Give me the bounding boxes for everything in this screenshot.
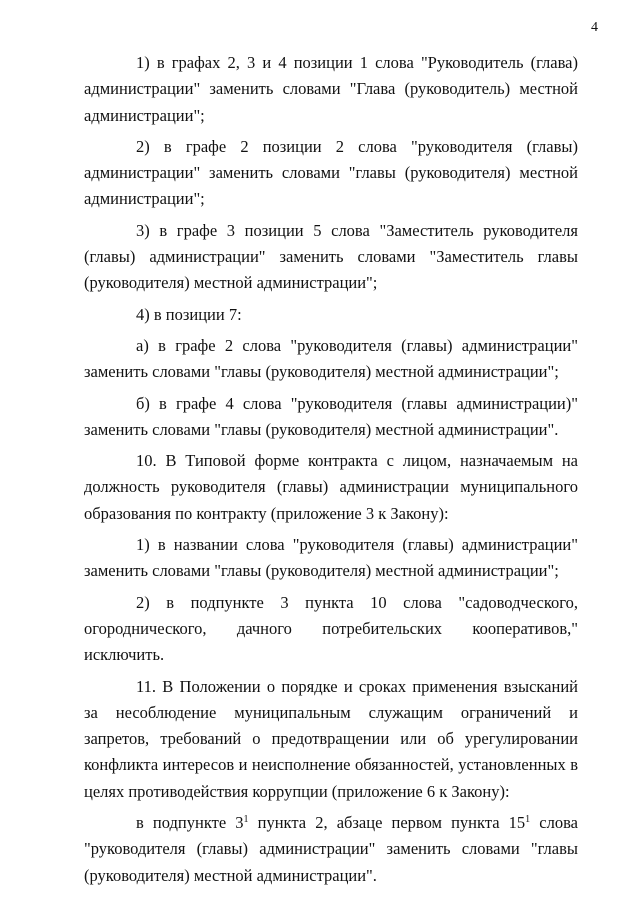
text-segment: слова "руководителя (главы) администрации" заменить словами "главы (руководителя) местной администрации". <box>84 813 578 885</box>
paragraph: 2) в графе 2 позиции 2 слова "руководителя (главы) администрации" заменить словами "главы (руководителя) местной администрации"; <box>84 136 578 209</box>
document-body <box>84 50 578 894</box>
paragraph: 1) в названии слова "руководителя (главы) администрации" заменить словами "главы (руководителя) местной администрации"; <box>84 535 578 581</box>
superscript: 1 <box>243 814 249 826</box>
paragraph: 1) в графах 2, 3 и 4 позиции 1 слова "Руководитель (глава) администрации" заменить словами "Глава (руководитель) местной администрации"; <box>84 53 578 125</box>
text-segment: пункта 2, абзаце первом пункта 15 <box>248 813 526 833</box>
paragraph: 10. В Типовой форме контракта с лицом, назначаемым на должность руководителя (главы) администрации муниципального образования по контракту (приложение 3 к Закону): <box>84 451 578 523</box>
text-segment: в подпункте 3 <box>136 813 244 833</box>
paragraph: б) в графе 4 слова "руководителя (главы администрации)" заменить словами "главы (руководителя) местной администрации". <box>84 393 578 439</box>
paragraph: 11. В Положении о порядке и сроках применения взысканий за несоблюдение муниципальным служащим ограничений и запретов, требований о предотвращении или об урегулировании конфликта интересов и неисполнение обязанностей, установленных в целях противодействия коррупции (приложение 6 к Закону): <box>84 676 578 801</box>
paragraph: 2) в подпункте 3 пункта 10 слова "садоводческого, огороднического, дачного потребительских кооперативов," исключить. <box>84 592 578 665</box>
superscript: 1 <box>525 814 531 826</box>
page-number: 4 <box>591 20 598 35</box>
paragraph: 4) в позиции 7: <box>136 304 242 324</box>
paragraph-last <box>84 810 578 889</box>
paragraph: 3) в графе 3 позиции 5 слова "Заместитель руководителя (главы) администрации" заменить словами "Заместитель главы (руководителя) местной администрации"; <box>84 220 578 293</box>
paragraph: а) в графе 2 слова "руководителя (главы) администрации" заменить словами "главы (руководителя) местной администрации"; <box>84 335 578 382</box>
